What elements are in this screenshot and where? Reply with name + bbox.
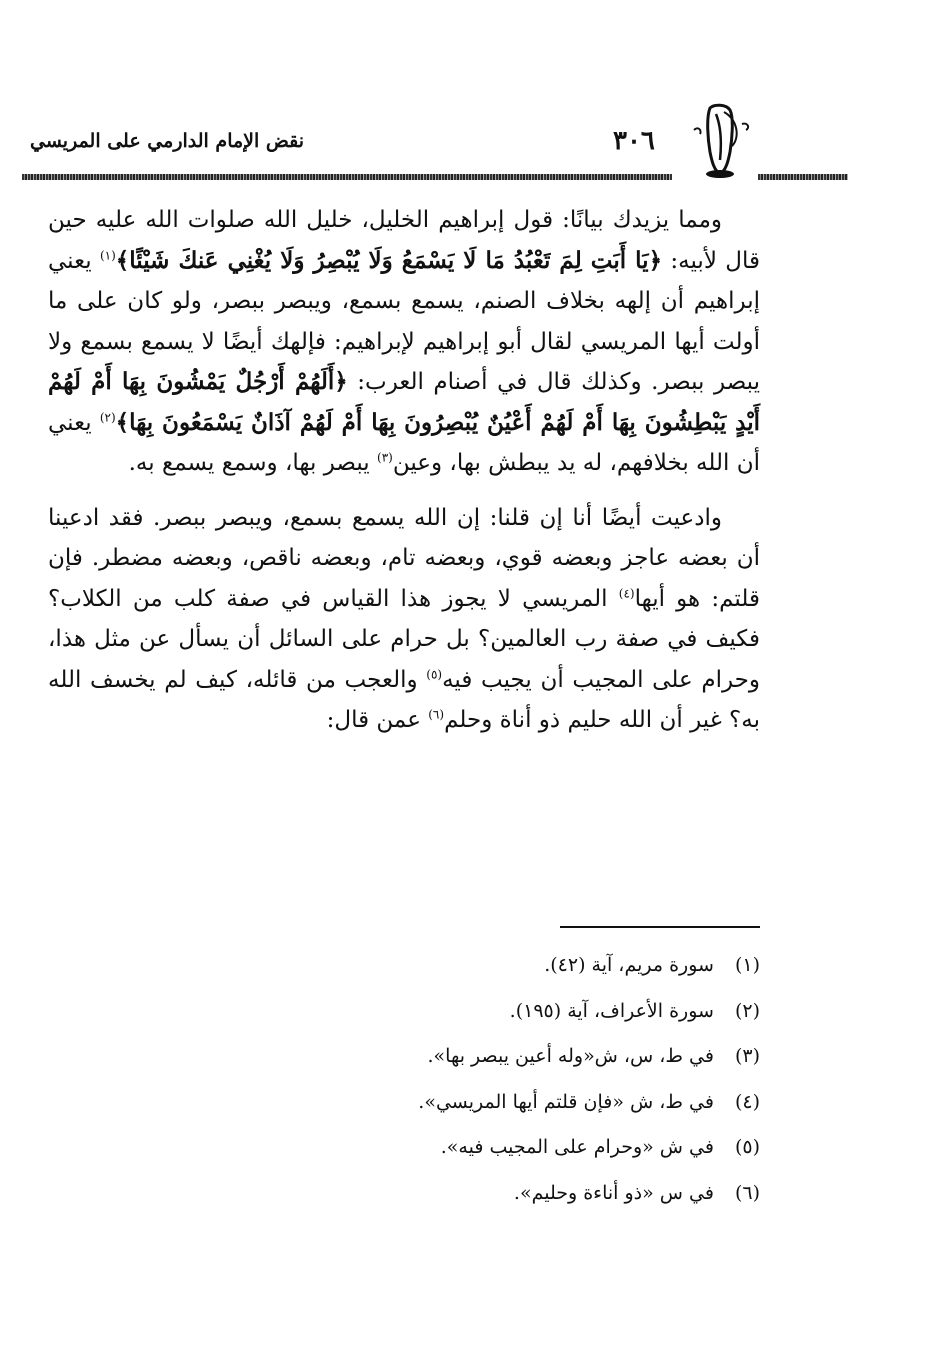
- footnote-number: (١): [734, 954, 760, 976]
- footnote-item: [200, 1174, 760, 1213]
- text-run: المريسي لا يجوز هذا القياس في صفة كلب من الكلاب؟ فكيف في صفة رب العالمين؟ بل حرام على السائل أن يسأل عن مثل هذا، وحرام على المجيب أن يجيب فيه: [48, 585, 760, 693]
- footnote-number: (٦): [734, 1181, 760, 1204]
- footnote-number: (٤): [734, 1090, 760, 1113]
- footnote-text: سورة الأعراف، آية (١٩٥).: [509, 999, 714, 1022]
- footnote-marker-1[interactable]: (١): [99, 247, 116, 262]
- footnote-marker-6[interactable]: (٦): [428, 707, 445, 722]
- text-run: يعني إبراهيم أن إلهه بخلاف الصنم، يسمع بسمع، ويبصر ببصر، ولو كان على ما أولت أيها المريسي لقال أبو إبراهيم لإبراهيم: فإلهك أيضًا لا يسمع بسمع ولا يبصر ببصر. وكذلك قال في أصنام العرب:: [48, 247, 760, 395]
- quill-ornament-icon: [680, 100, 760, 180]
- paragraph-2: [48, 498, 760, 741]
- text-run: يعني أن الله بخلافهم، له يد يبطش بها، وعين: [48, 409, 760, 476]
- running-title: نقض الإمام الدارمي على المريسي: [30, 130, 305, 152]
- header-rule: [22, 174, 672, 180]
- text-run: والعجب من قائله، كيف لم يخسف الله به؟ غير أن الله حليم ذو أناة وحلم: [48, 666, 760, 733]
- text-run: وادعيت أيضًا أنا إن قلنا: إن الله يسمع بسمع، ويبصر ببصر. فقد ادعينا أن بعضه عاجز وبعضه قوي، وبعضه تام، وبعضه ناقص، وبعضه مضطر. فإن قلتم: هو أيها: [48, 504, 760, 612]
- main-text: [48, 200, 760, 741]
- paragraph-1: [48, 200, 760, 484]
- footnote-text: في ط، ش «فإن قلتم أيها المريسي».: [418, 1090, 714, 1113]
- footnote-marker-2[interactable]: (٢): [99, 409, 116, 424]
- footnote-marker-4[interactable]: (٤): [618, 585, 635, 600]
- text-run: ومما يزيدك بيانًا: قول إبراهيم الخليل، خليل الله صلوات الله عليه حين قال لأبيه:: [48, 207, 761, 274]
- footnote-item: [200, 1083, 760, 1122]
- quran-verse-1: ﴿يَا أَبَتِ لِمَ تَعْبُدُ مَا لَا يَسْمَعُ وَلَا يُبْصِرُ وَلَا يُغْنِي عَنكَ شَيْئًا﴾: [115, 246, 663, 274]
- footnote-item: [200, 992, 760, 1031]
- footnote-item: [200, 1128, 760, 1167]
- footnote-number: (٥): [734, 1136, 760, 1158]
- footnote-text: سورة مريم، آية (٤٢).: [544, 954, 714, 976]
- footnote-divider: [560, 926, 760, 928]
- footnote-text: في ش «وحرام على المجيب فيه».: [440, 1136, 714, 1158]
- quran-verse-2: ﴿أَلَهُمْ أَرْجُلٌ يَمْشُونَ بِهَا أَمْ لَهُمْ أَيْدٍ يَبْطِشُونَ بِهَا أَمْ لَهُمْ أَعْيُنٌ يُبْصِرُونَ بِهَا أَمْ لَهُمْ آذَانٌ يَسْمَعُونَ بِهَا﴾: [48, 368, 761, 436]
- footnote-text: في ط، س، ش«وله أعين يبصر بها».: [427, 1045, 714, 1067]
- text-run: يبصر بها، وسمع يسمع به.: [128, 450, 377, 476]
- footnote-number: (٢): [734, 999, 760, 1022]
- footnote-marker-3[interactable]: (٣): [377, 450, 393, 465]
- text-run: عمن قال:: [326, 707, 429, 733]
- footnotes: [200, 946, 760, 1219]
- header-rule-right: [758, 174, 848, 180]
- footnote-item: [200, 1037, 760, 1076]
- footnote-item: [200, 946, 760, 985]
- footnote-marker-5[interactable]: (٥): [426, 666, 443, 681]
- page-header: [20, 100, 920, 190]
- footnote-number: (٣): [734, 1045, 760, 1067]
- footnote-text: في س «ذو أناءة وحليم».: [513, 1181, 714, 1204]
- page-number: ٣٠٦: [613, 126, 655, 156]
